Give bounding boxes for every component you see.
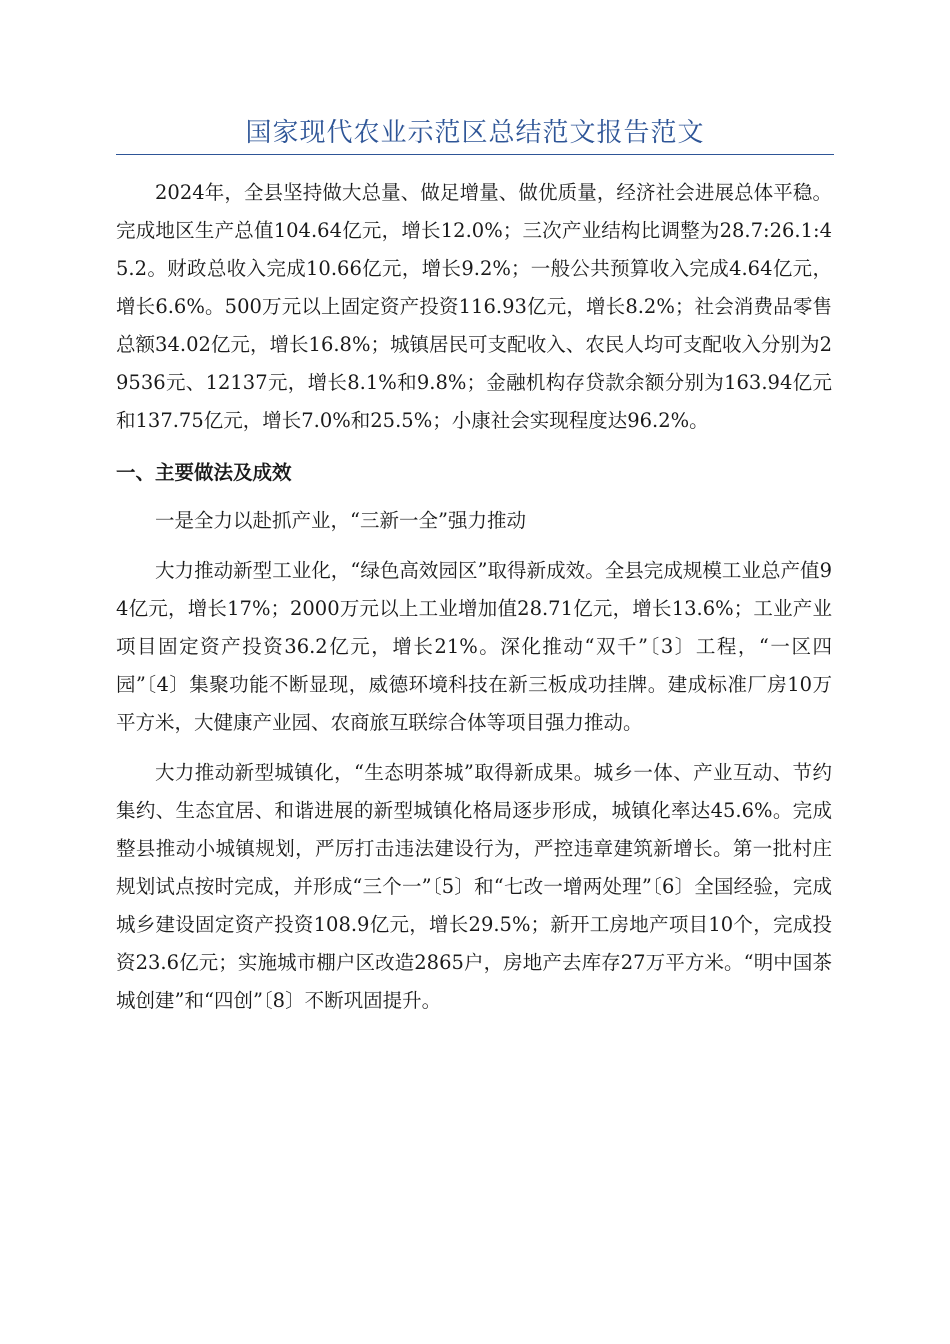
section-heading: 一、主要做法及成效 [116, 461, 292, 484]
intro-paragraph: 2024年，全县坚持做大总量、做足增量、做优质量，经济社会进展总体平稳。完成地区生产总值104.64亿元，增长12.0%；三次产业结构比调整为28.7:26.1:45.2。财政总收入完成10.66亿元，增长9.2%；一般公共预算收入完成4.64亿元，增长6.6%。500万元以上固定资产投资116.93亿元，增长8.2%；社会消费品零售总额34.02亿元，增长16.8%；城镇居民可支配收入、农民人均可支配收入分别为29536元、12137元，增长8.1%和9.8%；金融机构存贷款余额分别为163.94亿元和137.75亿元，增长7.0%和25.5%；小康社会实现程度达96.2%。 [116, 181, 832, 432]
industrialization-paragraph: 大力推动新型工业化，“绿色高效园区”取得新成效。全县完成规模工业总产值94亿元，增长17%；2000万元以上工业增加值28.71亿元，增长13.6%；工业产业项目固定资产投资36.2亿元，增长21%。深化推动“双千”〔3〕工程，“一区四园”〔4〕集聚功能不断显现，威德环境科技在新三板成功挂牌。建成标准厂房10万平方米，大健康产业园、农商旅互联综合体等项目强力推动。 [116, 559, 832, 734]
subheading-paragraph: 一是全力以赴抓产业，“三新一全”强力推动 [155, 509, 526, 532]
document-title: 国家现代农业示范区总结范文报告范文 [245, 118, 705, 148]
urbanization-paragraph: 大力推动新型城镇化，“生态明茶城”取得新成果。城乡一体、产业互动、节约集约、生态宜居、和谐进展的新型城镇化格局逐步形成，城镇化率达45.6%。完成整县推动小城镇规划，严厉打击违法建设行为，严控违章建筑新增长。第一批村庄规划试点按时完成，并形成“三个一”〔5〕和“七改一增两处理”〔6〕全国经验，完成城乡建设固定资产投资108.9亿元，增长29.5%；新开工房地产项目10个，完成投资23.6亿元；实施城市棚户区改造2865户，房地产去库存27万平方米。“明中国茶城创建”和“四创”〔8〕不断巩固提升。 [116, 761, 832, 1012]
title-underline [116, 154, 834, 155]
document-body [116, 174, 832, 1020]
